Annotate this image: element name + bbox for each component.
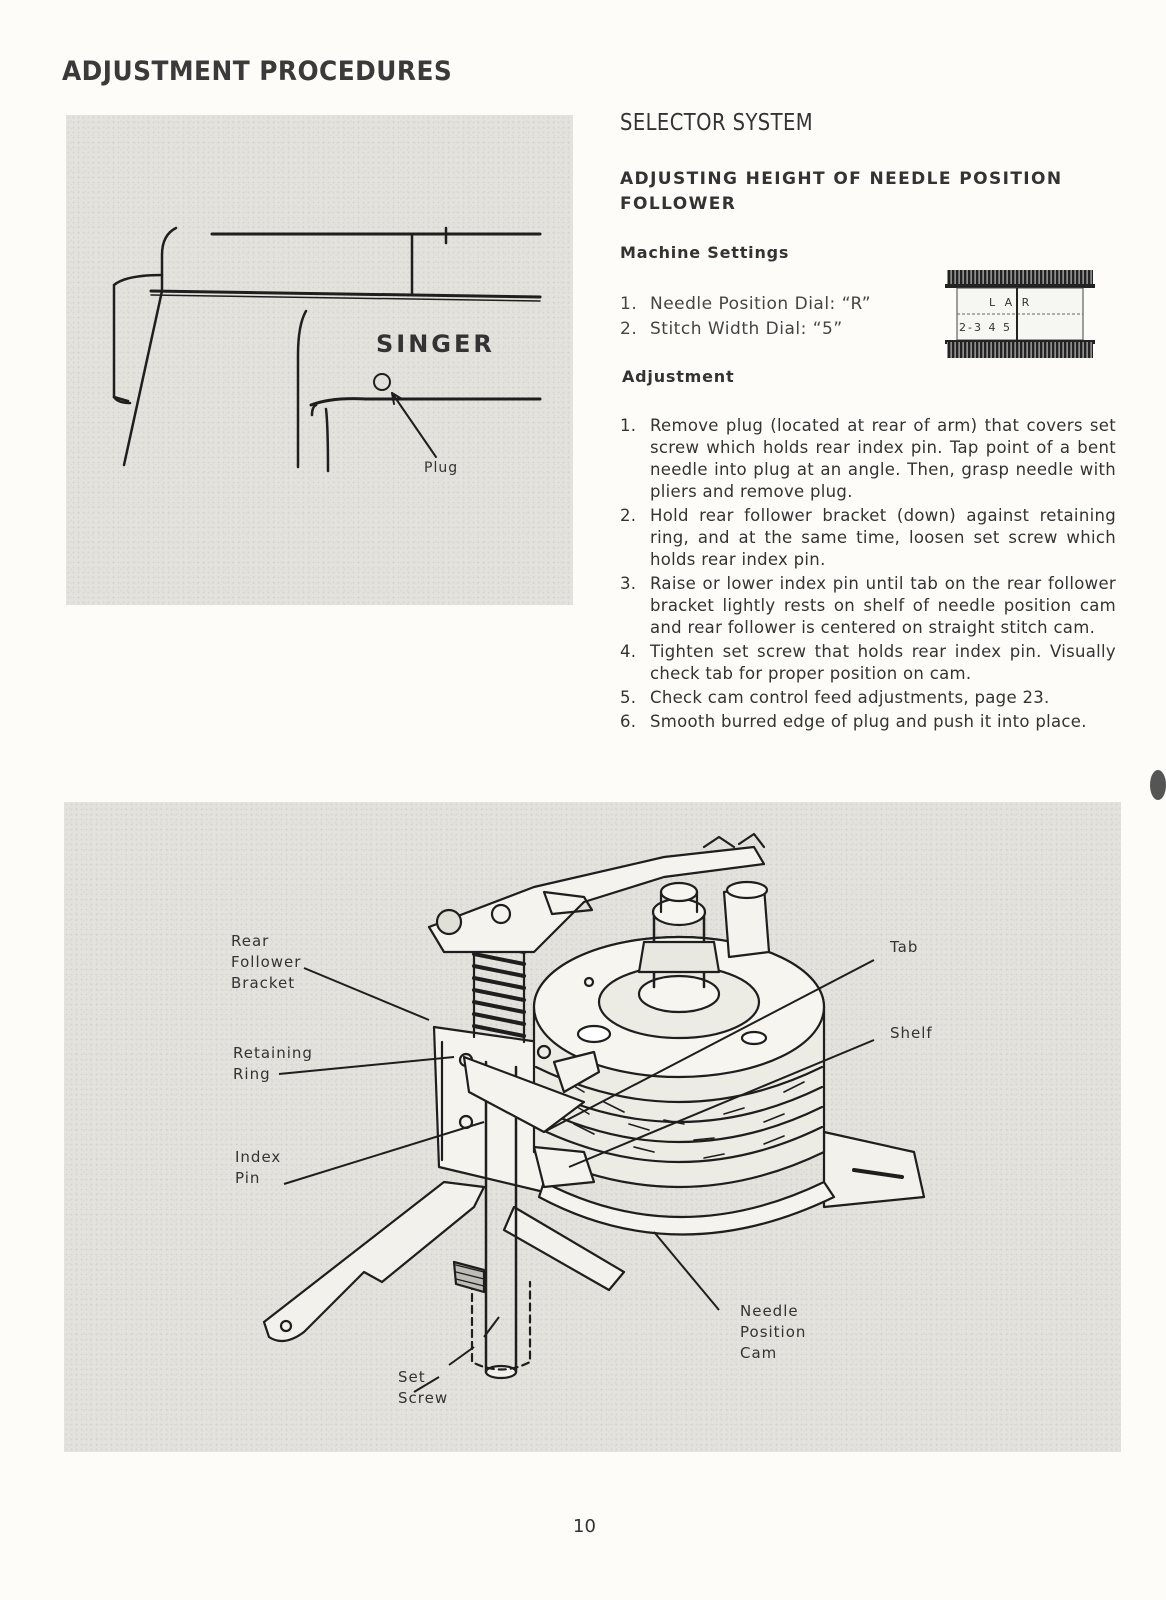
list-item: 3. Raise or lower index pin until tab on the rear follower bracket lightly rests on shelf of needle position cam and rear follower is centered on straight stitch cam. xyxy=(620,574,1116,637)
list-item: 2. Stitch Width Dial: “5” xyxy=(620,319,843,339)
list-item: 6. Smooth burred edge of plug and push it into place. xyxy=(620,712,1087,731)
dial-bottom-row: 2-3 4 5 xyxy=(959,321,1012,334)
machine-arm-illustration xyxy=(66,115,573,605)
sub-heading: ADJUSTING HEIGHT OF NEEDLE POSITION FOLLOWER xyxy=(620,169,1063,214)
list-item: 4. Tighten set screw that holds rear index pin. Visually check tab for proper position on cam. xyxy=(620,642,1116,683)
page-number: 10 xyxy=(573,1516,596,1537)
adjustment-heading: Adjustment xyxy=(622,367,735,386)
shelf-label: Shelf xyxy=(890,1024,933,1042)
singer-brand-label: SINGER xyxy=(376,330,495,358)
list-item: 2. Hold rear follower bracket (down) against retaining ring, and at the same time, loosen set screw which holds rear index pin. xyxy=(620,506,1116,569)
machine-settings-heading: Machine Settings xyxy=(620,243,790,262)
list-item: 5. Check cam control feed adjustments, page 23. xyxy=(620,688,1050,707)
needle-position-dial-icon xyxy=(945,270,1095,358)
plug-label: Plug xyxy=(424,460,459,476)
selector-mechanism-illustration xyxy=(64,802,1121,1452)
section-heading: SELECTOR SYSTEM xyxy=(620,110,814,136)
page-title: ADJUSTMENT PROCEDURES xyxy=(62,56,453,87)
retaining-ring-label: Retaining Ring xyxy=(233,1044,313,1083)
set-screw-label: Set Screw xyxy=(398,1368,449,1407)
tab-label: Tab xyxy=(890,938,919,956)
needle-position-cam-label: Needle Position Cam xyxy=(740,1302,807,1362)
adjustment-steps-list xyxy=(620,415,1116,735)
dial-top-row: L A R xyxy=(989,296,1033,309)
rear-follower-bracket-label: Rear Follower Bracket xyxy=(231,932,302,992)
scan-artifact xyxy=(1150,770,1166,800)
list-item: 1. Remove plug (located at rear of arm) that covers set screw which holds rear index pin. Tap point of a bent needle into plug at an angle. Then, grasp needle with pliers and remove plug. xyxy=(620,416,1116,501)
index-pin-label: Index Pin xyxy=(235,1148,282,1187)
list-item: 1. Needle Position Dial: “R” xyxy=(620,294,872,314)
machine-settings-list xyxy=(620,292,871,342)
